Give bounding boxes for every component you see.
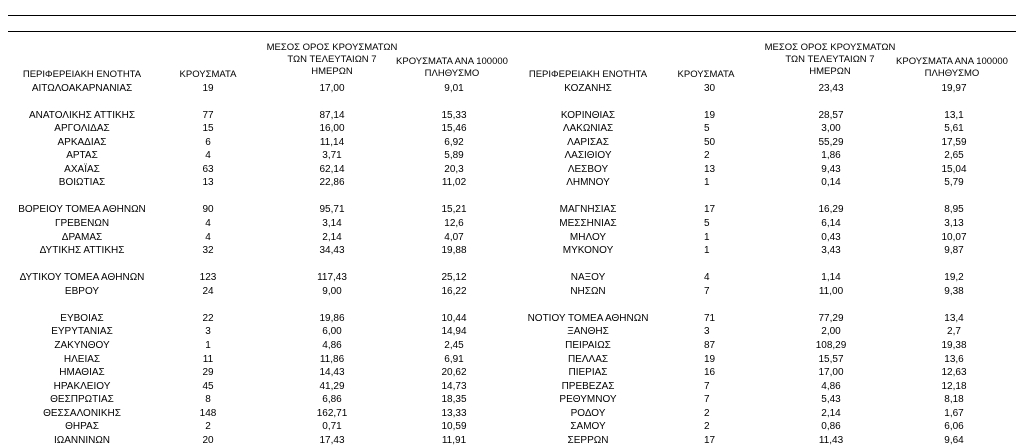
- right-area-cell: ΣΕΡΡΩΝ: [567, 434, 609, 446]
- left-area-cell: ΖΑΚΥΝΘΟΥ: [54, 339, 110, 351]
- table-row: [0, 407, 1024, 421]
- left-cases-cell: 22: [202, 312, 214, 324]
- left-cases-cell: 15: [202, 123, 214, 135]
- left-per100k-cell: 6,92: [444, 136, 464, 148]
- header-cases-right: [668, 69, 744, 81]
- right-cases-cell: 1: [704, 231, 710, 243]
- left-cases-cell: 20: [202, 434, 214, 446]
- left-cases-cell: 4: [205, 231, 211, 243]
- right-avg-cell: 11,43: [818, 434, 844, 446]
- right-cases-cell: 2: [704, 150, 710, 162]
- left-avg-cell: 9,00: [322, 285, 342, 297]
- right-cases-cell: 19: [704, 353, 716, 365]
- table-row: [0, 339, 1024, 353]
- left-cases-cell: 19: [202, 82, 214, 94]
- table-spacer-row: [0, 258, 1024, 272]
- left-avg-cell: 3,71: [322, 150, 342, 162]
- right-avg-cell: 5,43: [821, 394, 841, 406]
- right-avg-cell: 108,29: [815, 339, 847, 351]
- right-cases-cell: 19: [704, 109, 716, 121]
- left-avg-cell: 4,86: [322, 339, 342, 351]
- left-avg-cell: 62,14: [319, 163, 345, 175]
- table-row: [0, 231, 1024, 245]
- right-area-cell: ΛΑΚΩΝΙΑΣ: [562, 123, 614, 135]
- left-per100k-cell: 16,22: [441, 285, 467, 297]
- left-avg-cell: 11,86: [319, 353, 345, 365]
- right-cases-cell: 17: [704, 204, 716, 216]
- right-per100k-cell: 3,13: [944, 218, 964, 229]
- left-avg-cell: 11,14: [319, 136, 345, 148]
- right-area-cell: ΚΟΖΑΝΗΣ: [564, 82, 612, 94]
- table-row: [0, 380, 1024, 394]
- left-area-cell: ΗΜΑΘΙΑΣ: [59, 367, 105, 379]
- right-area-cell: ΝΟΤΙΟΥ ΤΟΜΕΑ ΑΘΗΝΩΝ: [527, 312, 649, 324]
- right-area-cell: ΠΙΕΡΙΑΣ: [568, 367, 608, 379]
- table-row: [0, 217, 1024, 231]
- right-per100k-cell: 2,65: [944, 150, 964, 162]
- left-per100k-cell: 2,45: [444, 339, 464, 351]
- header-per100k-line1: ΚΡΟΥΣΜΑΤΑ ΑΝΑ 100000: [896, 56, 1008, 67]
- right-avg-cell: 11,00: [818, 285, 844, 297]
- left-avg-cell: 95,71: [319, 204, 345, 216]
- left-area-cell: ΕΒΡΟΥ: [64, 285, 100, 297]
- top-rule: [8, 15, 1016, 16]
- table-row: [0, 244, 1024, 258]
- right-area-cell: ΜΥΚΟΝΟΥ: [562, 245, 614, 257]
- left-per100k-cell: 6,91: [444, 353, 464, 365]
- left-area-cell: ΒΟΙΩΤΙΑΣ: [58, 177, 106, 189]
- right-area-cell: ΛΕΣΒΟΥ: [567, 163, 609, 175]
- table-row: [0, 82, 1024, 96]
- header-area-label: ΠΕΡΙΦΕΡΕΙΑΚΗ ΕΝΟΤΗΤΑ: [22, 69, 142, 80]
- header-avg-right: [760, 42, 900, 78]
- right-per100k-cell: 8,95: [944, 204, 964, 216]
- right-cases-cell: 7: [704, 285, 710, 297]
- left-avg-cell: 17,43: [319, 434, 345, 446]
- left-area-cell: ΑΡΤΑΣ: [66, 150, 98, 162]
- left-avg-cell: 14,43: [319, 367, 345, 379]
- right-per100k-cell: 13,6: [944, 353, 964, 365]
- right-per100k-cell: 9,64: [944, 434, 964, 446]
- left-area-cell: ΙΩΑΝΝΙΝΩΝ: [53, 434, 111, 446]
- right-per100k-cell: 15,04: [941, 163, 967, 175]
- left-per100k-cell: 9,01: [444, 82, 464, 94]
- right-per100k-cell: 6,06: [944, 421, 964, 433]
- left-cases-cell: 90: [202, 204, 214, 216]
- header-cases-label: ΚΡΟΥΣΜΑΤΑ: [179, 69, 237, 80]
- right-avg-cell: 6,14: [821, 218, 841, 229]
- left-area-cell: ΘΕΣΠΡΩΤΙΑΣ: [50, 394, 114, 406]
- left-area-cell: ΑΧΑΪΑΣ: [64, 163, 100, 175]
- left-avg-cell: 34,43: [319, 245, 345, 257]
- left-per100k-cell: 10,44: [441, 312, 467, 324]
- table-row: [0, 420, 1024, 434]
- right-avg-cell: 28,57: [818, 109, 844, 121]
- left-area-cell: ΘΕΣΣΑΛΟΝΙΚΗΣ: [43, 407, 121, 419]
- right-per100k-cell: 19,2: [944, 272, 964, 284]
- header-per100k-right: [890, 56, 1014, 80]
- left-area-cell: ΔΥΤΙΚΟΥ ΤΟΜΕΑ ΑΘΗΝΩΝ: [19, 272, 145, 284]
- right-cases-cell: 5: [704, 123, 710, 135]
- right-area-cell: ΛΗΜΝΟΥ: [566, 177, 610, 189]
- left-per100k-cell: 4,07: [444, 231, 464, 243]
- right-cases-cell: 2: [704, 421, 710, 433]
- left-area-cell: ΑΙΤΩΛΟΑΚΑΡΝΑΝΙΑΣ: [31, 82, 133, 94]
- table-spacer-row: [0, 190, 1024, 204]
- right-avg-cell: 3,43: [821, 245, 841, 257]
- table-row: [0, 393, 1024, 407]
- right-area-cell: ΞΑΝΘΗΣ: [567, 326, 609, 338]
- header-cases-left: [170, 69, 246, 81]
- left-area-cell: ΗΡΑΚΛΕΙΟΥ: [53, 380, 111, 392]
- right-per100k-cell: 12,18: [941, 380, 967, 392]
- header-per100k-line1: ΚΡΟΥΣΜΑΤΑ ΑΝΑ 100000: [396, 56, 508, 67]
- header-avg-line1: ΜΕΣΟΣ ΟΡΟΣ ΚΡΟΥΣΜΑΤΩΝ: [266, 42, 398, 53]
- left-area-cell: ΑΝΑΤΟΛΙΚΗΣ ΑΤΤΙΚΗΣ: [28, 109, 136, 121]
- table-row: [0, 434, 1024, 448]
- left-cases-cell: 45: [202, 380, 214, 392]
- right-per100k-cell: 2,7: [947, 326, 961, 338]
- right-area-cell: ΠΕΙΡΑΙΩΣ: [565, 339, 611, 351]
- table-row: [0, 353, 1024, 367]
- right-avg-cell: 23,43: [818, 82, 844, 94]
- left-avg-cell: 162,71: [316, 407, 348, 419]
- left-per100k-cell: 12,6: [444, 218, 464, 229]
- right-area-cell: ΣΑΜΟΥ: [570, 421, 606, 433]
- left-avg-cell: 16,00: [319, 123, 345, 135]
- left-cases-cell: 13: [202, 177, 214, 189]
- left-cases-cell: 8: [205, 394, 211, 406]
- left-cases-cell: 24: [202, 285, 214, 297]
- right-area-cell: ΛΑΣΙΘΙΟΥ: [564, 150, 612, 162]
- right-cases-cell: 7: [704, 394, 710, 406]
- right-per100k-cell: 5,61: [944, 123, 964, 135]
- header-avg-line1: ΜΕΣΟΣ ΟΡΟΣ ΚΡΟΥΣΜΑΤΩΝ: [764, 42, 896, 53]
- left-avg-cell: 6,00: [322, 326, 342, 338]
- right-cases-cell: 50: [704, 136, 716, 148]
- header-area-right: [514, 69, 662, 81]
- left-cases-cell: 123: [199, 272, 217, 284]
- left-per100k-cell: 19,88: [441, 245, 467, 257]
- left-per100k-cell: 20,3: [444, 163, 464, 175]
- table-row: [0, 325, 1024, 339]
- left-area-cell: ΑΡΚΑΔΙΑΣ: [57, 136, 107, 148]
- left-cases-cell: 3: [205, 326, 211, 338]
- right-per100k-cell: 9,87: [944, 245, 964, 257]
- left-area-cell: ΘΗΡΑΣ: [65, 421, 99, 433]
- right-area-cell: ΚΟΡΙΝΘΙΑΣ: [560, 109, 616, 121]
- right-cases-cell: 1: [704, 245, 710, 257]
- right-area-cell: ΝΑΞΟΥ: [570, 272, 606, 284]
- right-cases-cell: 1: [704, 177, 710, 189]
- table-row: [0, 366, 1024, 380]
- left-per100k-cell: 25,12: [441, 272, 467, 284]
- right-avg-cell: 0,14: [821, 177, 841, 189]
- left-per100k-cell: 15,46: [441, 123, 467, 135]
- left-cases-cell: 4: [205, 218, 211, 229]
- header-avg-left: [262, 42, 402, 78]
- right-per100k-cell: 17,59: [941, 136, 967, 148]
- right-avg-cell: 77,29: [818, 312, 844, 324]
- right-area-cell: ΝΗΣΩΝ: [570, 285, 606, 297]
- right-cases-cell: 13: [704, 163, 716, 175]
- left-cases-cell: 2: [205, 421, 211, 433]
- left-per100k-cell: 11,91: [441, 434, 467, 446]
- table-row: [0, 149, 1024, 163]
- right-cases-cell: 7: [704, 380, 710, 392]
- left-area-cell: ΒΟΡΕΙΟΥ ΤΟΜΕΑ ΑΘΗΝΩΝ: [18, 204, 146, 216]
- right-cases-cell: 30: [704, 82, 716, 94]
- left-per100k-cell: 10,59: [441, 421, 467, 433]
- right-avg-cell: 2,14: [821, 407, 841, 419]
- right-avg-cell: 15,57: [818, 353, 844, 365]
- left-cases-cell: 4: [205, 150, 211, 162]
- right-area-cell: ΜΗΛΟΥ: [569, 231, 607, 243]
- left-per100k-cell: 15,21: [441, 204, 467, 216]
- right-per100k-cell: 8,18: [944, 394, 964, 406]
- right-cases-cell: 87: [704, 339, 716, 351]
- header-area-left: [8, 69, 156, 81]
- right-per100k-cell: 19,97: [941, 82, 967, 94]
- table-spacer-row: [0, 298, 1024, 312]
- right-avg-cell: 1,86: [821, 150, 841, 162]
- right-avg-cell: 3,00: [821, 123, 841, 135]
- header-avg-line3: ΗΜΕΡΩΝ: [311, 66, 353, 77]
- left-per100k-cell: 14,73: [441, 380, 467, 392]
- left-area-cell: ΓΡΕΒΕΝΩΝ: [54, 218, 110, 229]
- right-cases-cell: 71: [704, 312, 716, 324]
- left-cases-cell: 148: [199, 407, 217, 419]
- left-per100k-cell: 13,33: [441, 407, 467, 419]
- right-area-cell: ΠΕΛΛΑΣ: [567, 353, 609, 365]
- header-avg-line2: ΤΩΝ ΤΕΛΕΥΤΑΙΩΝ 7: [287, 54, 377, 65]
- right-cases-cell: 5: [704, 218, 710, 229]
- right-area-cell: ΠΡΕΒΕΖΑΣ: [561, 380, 615, 392]
- header-per100k-left: [390, 56, 514, 80]
- table-row: [0, 136, 1024, 150]
- header-per100k-line2: ΠΛΗΘΥΣΜΟ: [924, 68, 980, 79]
- right-area-cell: ΡΟΔΟΥ: [570, 407, 606, 419]
- right-per100k-cell: 19,38: [941, 339, 967, 351]
- left-per100k-cell: 20,62: [441, 367, 467, 379]
- table-row: [0, 285, 1024, 299]
- right-area-cell: ΛΑΡΙΣΑΣ: [567, 136, 609, 148]
- right-avg-cell: 55,29: [818, 136, 844, 148]
- left-avg-cell: 0,71: [322, 421, 342, 433]
- left-avg-cell: 3,14: [322, 218, 342, 229]
- table-row: [0, 271, 1024, 285]
- left-area-cell: ΕΥΒΟΙΑΣ: [60, 312, 104, 324]
- right-per100k-cell: 13,1: [944, 109, 964, 121]
- right-per100k-cell: 1,67: [944, 407, 964, 419]
- header-rule: [8, 31, 1016, 32]
- left-avg-cell: 117,43: [317, 272, 347, 284]
- header-cases-label: ΚΡΟΥΣΜΑΤΑ: [677, 69, 735, 80]
- left-avg-cell: 6,86: [322, 394, 342, 406]
- right-avg-cell: 16,29: [818, 204, 844, 216]
- right-per100k-cell: 5,79: [944, 177, 964, 189]
- right-per100k-cell: 13,4: [944, 312, 964, 324]
- left-cases-cell: 77: [202, 109, 214, 121]
- right-avg-cell: 0,86: [821, 421, 841, 433]
- right-avg-cell: 17,00: [818, 367, 844, 379]
- left-avg-cell: 2,14: [322, 231, 342, 243]
- table-row: [0, 203, 1024, 217]
- left-cases-cell: 1: [205, 339, 211, 351]
- left-cases-cell: 29: [202, 367, 214, 379]
- left-cases-cell: 11: [202, 353, 214, 365]
- left-avg-cell: 19,86: [319, 312, 345, 324]
- right-area-cell: ΜΕΣΣΗΝΙΑΣ: [559, 218, 617, 229]
- right-cases-cell: 16: [704, 367, 716, 379]
- right-cases-cell: 4: [704, 272, 710, 284]
- right-per100k-cell: 9,38: [944, 285, 964, 297]
- right-avg-cell: 9,43: [821, 163, 841, 175]
- table-spacer-row: [0, 95, 1024, 109]
- left-area-cell: ΑΡΓΟΛΙΔΑΣ: [54, 123, 110, 135]
- left-avg-cell: 22,86: [319, 177, 345, 189]
- left-area-cell: ΕΥΡΥΤΑΝΙΑΣ: [51, 326, 113, 338]
- right-cases-cell: 3: [704, 326, 710, 338]
- table-row: [0, 176, 1024, 190]
- table-row: [0, 163, 1024, 177]
- left-cases-cell: 63: [202, 163, 214, 175]
- right-avg-cell: 0,43: [821, 231, 841, 243]
- left-area-cell: ΔΥΤΙΚΗΣ ΑΤΤΙΚΗΣ: [39, 245, 125, 257]
- left-cases-cell: 6: [205, 136, 211, 148]
- right-per100k-cell: 10,07: [941, 231, 967, 243]
- table-row: [0, 312, 1024, 326]
- left-avg-cell: 17,00: [319, 82, 345, 94]
- right-area-cell: ΜΑΓΝΗΣΙΑΣ: [559, 204, 617, 216]
- left-cases-cell: 32: [202, 245, 214, 257]
- left-per100k-cell: 5,89: [444, 150, 464, 162]
- header-per100k-line2: ΠΛΗΘΥΣΜΟ: [424, 68, 480, 79]
- left-area-cell: ΔΡΑΜΑΣ: [61, 231, 103, 243]
- left-area-cell: ΗΛΕΙΑΣ: [63, 353, 101, 365]
- right-avg-cell: 1,14: [821, 272, 841, 284]
- table-row: [0, 122, 1024, 136]
- left-per100k-cell: 15,33: [441, 109, 467, 121]
- right-area-cell: ΡΕΘΥΜΝΟΥ: [559, 394, 617, 406]
- header-area-label: ΠΕΡΙΦΕΡΕΙΑΚΗ ΕΝΟΤΗΤΑ: [528, 69, 648, 80]
- right-cases-cell: 17: [704, 434, 716, 446]
- left-per100k-cell: 14,94: [441, 326, 467, 338]
- left-avg-cell: 41,29: [319, 380, 345, 392]
- right-avg-cell: 4,86: [821, 380, 841, 392]
- header-avg-line2: ΤΩΝ ΤΕΛΕΥΤΑΙΩΝ 7: [785, 54, 875, 65]
- header-avg-line3: ΗΜΕΡΩΝ: [809, 66, 851, 77]
- right-per100k-cell: 12,63: [941, 367, 967, 379]
- right-cases-cell: 2: [704, 407, 710, 419]
- left-avg-cell: 87,14: [319, 109, 345, 121]
- left-per100k-cell: 11,02: [441, 177, 467, 189]
- right-avg-cell: 2,00: [821, 326, 841, 338]
- table-row: [0, 109, 1024, 123]
- left-per100k-cell: 18,35: [441, 394, 467, 406]
